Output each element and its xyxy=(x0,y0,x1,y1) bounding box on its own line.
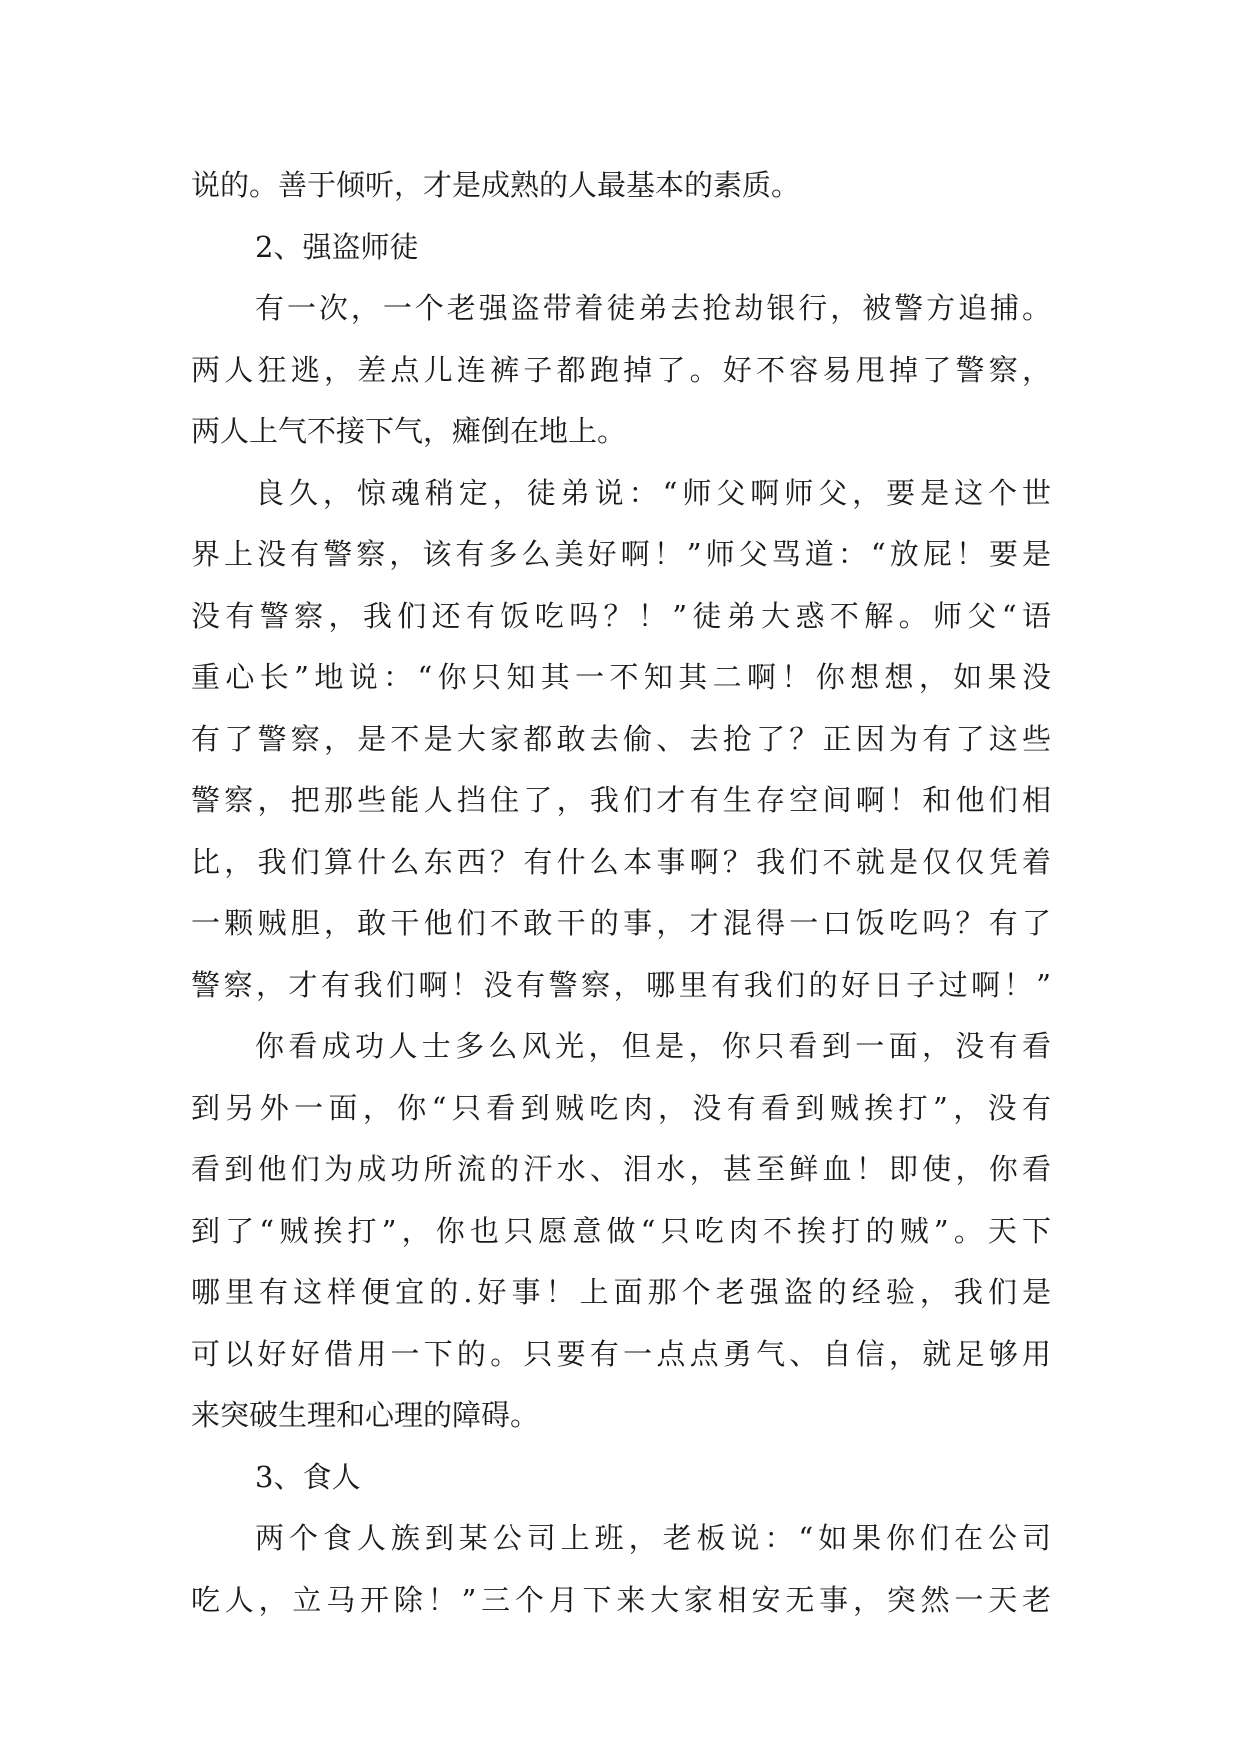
paragraph-line: 说的。善于倾听，才是成熟的人最基本的素质。 xyxy=(191,168,801,202)
paragraph-line: 两人狂逃，差点儿连裤子都跑掉了。好不容易甩掉了警察， xyxy=(191,352,1051,387)
paragraph-line: 比，我们算什么东西？有什么本事啊？我们不就是仅仅凭着 xyxy=(191,844,1051,879)
paragraph-line: 警察，才有我们啊！没有警察，哪里有我们的好日子过啊！” xyxy=(191,967,1051,1002)
paragraph-line: 重心长”地说：“你只知其一不知其二啊！你想想，如果没 xyxy=(191,660,1051,694)
paragraph-line: 两个食人族到某公司上班，老板说：“如果你们在公司 xyxy=(255,1521,1051,1555)
paragraph-line: 没有警察，我们还有饭吃吗？！”徒弟大惑不解。师父“语 xyxy=(191,598,1051,633)
paragraph-line: 界上没有警察，该有多么美好啊！”师父骂道：“放屁！要是 xyxy=(191,537,1051,571)
paragraph-line: 吃人，立马开除！”三个月下来大家相安无事，突然一天老 xyxy=(191,1582,1051,1617)
paragraph-line: 有一次，一个老强盗带着徒弟去抢劫银行，被警方追捕。 xyxy=(255,291,1051,325)
paragraph-line: 来突破生理和心理的障碍。 xyxy=(191,1398,540,1432)
paragraph-line: 你看成功人士多么风光，但是，你只看到一面，没有看 xyxy=(255,1029,1051,1063)
document-page xyxy=(191,155,1051,1631)
section-heading: 3、食人 xyxy=(255,1459,361,1494)
paragraph-line: 一颗贼胆，敢干他们不敢干的事，才混得一口饭吃吗？有了 xyxy=(191,906,1051,940)
paragraph-line: 到另外一面，你“只看到贼吃肉，没有看到贼挨打”，没有 xyxy=(191,1090,1051,1125)
paragraph-line: 警察，把那些能人挡住了，我们才有生存空间啊！和他们相 xyxy=(191,783,1051,817)
paragraph-line: 可以好好借用一下的。只要有一点点勇气、自信，就足够用 xyxy=(191,1336,1051,1371)
paragraph-line: 哪里有这样便宜的.好事！上面那个老强盗的经验，我们是 xyxy=(191,1275,1051,1309)
paragraph-line: 有了警察，是不是大家都敢去偷、去抢了？正因为有了这些 xyxy=(191,721,1051,756)
paragraph-line: 两人上气不接下气，瘫倒在地上。 xyxy=(191,414,627,448)
section-heading: 2、强盗师徒 xyxy=(255,229,419,264)
paragraph-line: 良久，惊魂稍定，徒弟说：“师父啊师父，要是这个世 xyxy=(255,475,1051,510)
paragraph-line: 到了“贼挨打”，你也只愿意做“只吃肉不挨打的贼”。天下 xyxy=(191,1213,1051,1248)
paragraph-line: 看到他们为成功所流的汗水、泪水，甚至鲜血！即使，你看 xyxy=(191,1152,1051,1186)
